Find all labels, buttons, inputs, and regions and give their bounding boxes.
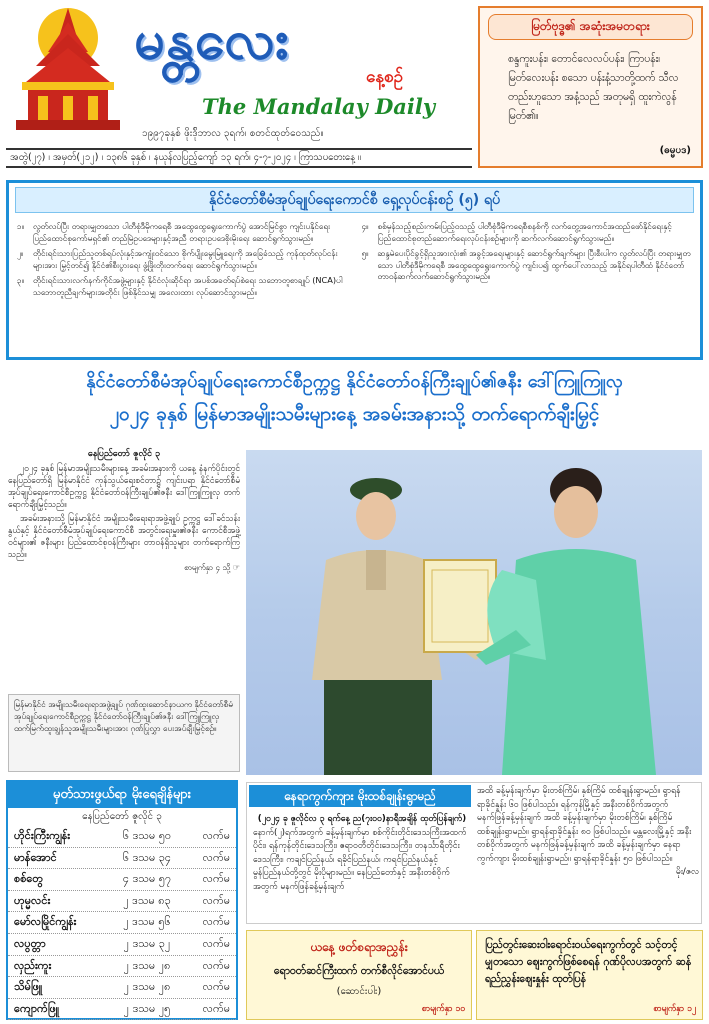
weather-signature: မိုး/ဇလ: [675, 867, 699, 877]
page-reference[interactable]: စာမျက်နှာ ၁၀: [421, 1004, 465, 1014]
buddha-teaching-title: မြတ်ဗုဒ္ဓ၏ အဆုံးအမတရား: [488, 14, 693, 40]
reading-guide-teaser[interactable]: [246, 930, 472, 1020]
table-row: ဟုမ္မလင်း ၂ ဒသမ ၈၃ လက်မ: [8, 891, 236, 913]
article-paragraph: အခမ်းအနားသို့ မြန်မာနိုင်ငံ အမျိုးသမီးရေးရာအဖွဲ့ချုပ် ဥက္ကဋ္ဌ ဒေါ်ခင်သန်းနွယ်နှင့် နိုင်ငံတော်စီမံအုပ်ချုပ်ရေးကောင်စီ အတွင်းရေးမှူး၏ဇနီး ကောင်စီအဖွဲ့ဝင်များ၏ ဇနီးများ ပြည်ထောင်စုဝန်ကြီးများ တာဝန်ရှိသူများ တက်ရောက်ကြသည်။: [8, 513, 240, 559]
buddha-teaching-box: [478, 6, 703, 168]
buddha-teaching-source: (ဓမ္မပဒ): [659, 145, 691, 156]
table-row: ကျောက်ဖြူ ၂ ဒသမ ၂၅ လက်မ: [8, 999, 236, 1021]
photo-caption: မြန်မာနိုင်ငံ အမျိုးသမီးရေးရာအဖွဲ့ချုပ် ဂုဏ်ထူးဆောင်နာယက နိုင်ငံတော်စီမံအုပ်ချုပ်ရေးကောင်စီဥက္ကဋ္ဌ နိုင်ငံတော်ဝန်ကြီးချုပ်၏ဇနီး ဒေါ်ကြူကြူလှ ထက်မြက်ထူးချွန်သူအမျိုးသမီးများအား ဂုဏ်ပြုလွှာ ပေးအပ်ချီးမြှင့်စဉ်။: [8, 694, 240, 772]
policy-item: ၄။ စစ်မှန်သည့်စည်းကမ်းပြည့်ဝသည့် ပါတီစုံဒီမိုကရေစီစနစ်ကို လက်တွေ့အကောင်အထည်ဖော်နိုင်ရေးနှင့် ပြည်ထောင်စုတည်ဆောက်ရေးလုပ်ငန်းစဉ်များကို ဆက်လက်ဆောင်ရွက်သွားမည်။: [361, 221, 672, 243]
article-paragraph: ၂၀၂၄ ခုနှစ် မြန်မာအမျိုးသမီးများနေ့ အခမ်းအနားကို ယနေ့ နံနက်ပိုင်းတွင် နေပြည်တော်ရှိ မြန်မာနိုင်ငံ ကုန်သွယ်ရေးစင်တာ၌ ကျင်းပရာ နိုင်ငံတော်စီမံအုပ်ချုပ်ရေးကောင်စီဥက္ကဋ္ဌ နိုင်ငံတော်ဝန်ကြီးချုပ်၏ဇနီး ဒေါ်ကြူကြူလှ တက်ရောက်ချီးမြှင့်သည်။: [8, 463, 240, 509]
rainfall-table-title: မှတ်သားဖွယ်ရာ မိုးရေချိန်များ: [8, 782, 236, 808]
weather-column-2: [477, 785, 699, 880]
rainfall-table-date: နေပြည်တော် ဇူလိုင် ၃: [82, 811, 162, 822]
weather-column-1: [253, 813, 471, 894]
reading-guide-type: (ဆောင်းပါး): [336, 986, 382, 997]
table-row: မော်လမြိုင်ကျွန်း ၂ ဒသမ ၅၆ လက်မ: [8, 912, 236, 934]
ceremony-photo-illustration-icon: [246, 450, 702, 775]
pagoda-logo-icon: [8, 4, 128, 134]
main-headline: [6, 366, 703, 436]
masthead-subtitle: နေ့စဉ်: [366, 67, 404, 87]
table-row: မာန်အောင် ၆ ဒသမ ၃၄ လက်မ: [8, 848, 236, 870]
weather-text-2: အထိ ခန့်မှန်းချက်မှာ မိုးတစ်ကြိမ်၊ နှစ်ကြိမ် ထစ်ချုန်းရွာမည်။ ရွာရန်ရာခိုင်နှုန်း ၆၀ ဖြစ်ပါသည်။ ရန်ကုန်မြို့နှင့် အနီးတစ်ဝိုက်အတွက် မနက်ဖြန်ခန့်မှန်းချက် အထိ ခန့်မှန်းချက်မှာ မိုးတစ်ကြိမ်၊ နှစ်ကြိမ် ထစ်ချုန်းရွာမည်။ ရွာရန်ရာခိုင်နှုန်း ၈၀ ဖြစ်ပါသည်။ မန္တလေးမြို့နှင့် အနီးတစ်ဝိုက်အတွက် မနက်ဖြန်ခန့်မှန်းချက် အထိ ခန့်မှန်းချက်မှာ နေရာကွက်ကျား မိုးထစ်ချုန်းရွာမည်။ ရွာရန်ရာခိုင်နှုန်း ၅၀ ဖြစ်ပါသည်။: [477, 786, 692, 864]
continued-link[interactable]: စာမျက်နှာ ၄ သို့ ☞: [184, 563, 240, 572]
buddha-teaching-text: စန္ဒကူးပန်း၊ တောင်လေလပ်ပန်း၊ ကြာပန်း၊ မြတ်လေးပန်း စသော ပန်းနံ့သာတို့ထက် သီလတည်းဟူသော အနံ့သည် အတုမရှိ ထူးကဲလွန်မြတ်၏။: [508, 53, 679, 122]
table-row: သိမ်ဖြူ ၂ ဒသမ ၂၈ လက်မ: [8, 977, 236, 999]
article-dateline: နေပြည်တော် ဇူလိုင် ၃: [87, 449, 161, 459]
policy-item: ၂။ တိုင်းရင်းသားပြည်သူတစ်ရပ်လုံးနှင့်အကျုံးဝင်သော စိုက်ပျိုးမွေးမြူရေးကို အခြေခံသည့် ကုန်ထုတ်လုပ်ငန်းများအား မြှင့်တင်၍ နိုင်ငံ၏စီးပွားရေး ဖွံ့ဖြိုးတိုးတက်ရေး ဆောင်ရွက်သွားမည်။: [17, 248, 338, 270]
rainfall-table: [6, 780, 238, 1020]
policy-left-column: [17, 221, 348, 302]
founded-line: ၁၉၉၇ခုနှစ် ဖိုးဒ်ိုဘာလ ၃ရက်၊ စတင်ထုတ်ဝေသည်။: [142, 128, 324, 139]
medicine-price-teaser[interactable]: [476, 930, 703, 1020]
headline-line-1: နိုင်ငံတော်စီမံအုပ်ချုပ်ရေးကောင်စီဥက္ကဋ္ဌ နိုင်ငံတော်ဝန်ကြီးချုပ်၏ဇနီး ဒေါ်ကြူကြူလှ: [86, 371, 623, 392]
weather-forecast: [246, 782, 702, 924]
page-reference[interactable]: စာမျက်နှာ ၁၂: [653, 1004, 696, 1014]
policy-item: ၅။ ဆန္ဒမဲပေးပိုင်ခွင့်ရှိသူအားလုံး၏ အခွင့်အရေးများနှင့် ဆောင်ရွက်ချက်များ ပြီးစီးပါက လွတ်လပ်ပြီး တရားမျှတသော ပါတီစုံဒီမိုကရေစီ အထွေထွေရွေးကောက်ပွဲ ကျင်းပ၍ ထွက်ပေါ်လာသည့် အနိုင်ရပါတီထံ နိုင်ငံတော်တာဝန်ဆက်လက်ဆောင်ရွက်သွားမည်။: [361, 248, 691, 281]
policy-title: နိုင်ငံတော်စီမံအုပ်ချုပ်ရေးကောင်စီ ရှေ့လုပ်ငန်းစဉ် (၅) ရပ်: [15, 187, 694, 213]
issue-info-bar: အတွဲ(၂၇) ၊ အမှတ်(၂၁၂) ၊ ၁၃၈၆ ခုနှစ် ၊ နယုန်လပြည့်ကျော် ၁၃ ရက်၊ ၄-၇-၂၀၂၄ ၊ ကြာသပတေးနေ့ ။: [6, 148, 472, 168]
masthead: [6, 4, 472, 172]
reading-guide-headline: ရောဝတ်ဆင်ကြီးထက် တက်စီလိုင်အောင်ပယ်: [273, 965, 445, 977]
policy-box: [6, 180, 703, 360]
headline-line-2: ၂၀၂၄ ခုနှစ် မြန်မာအမျိုးသမီးများနေ့ အခမ်းအနားသို့ တက်ရောက်ချီးမြှင့်: [109, 403, 600, 425]
main-article: [8, 448, 240, 668]
table-row: ဟိုင်းကြီးကျွန်း ၆ ဒသမ ၅၀ လက်မ: [8, 826, 236, 848]
ceremony-photo: [246, 450, 702, 775]
policy-item: ၃။ တိုင်းရင်းသားလက်နက်ကိုင်အဖွဲ့များနှင့် နိုင်ငံလုံးဆိုင်ရာ အပစ်အခတ်ရပ်စဲရေး သဘောတူစာချုပ် (NCA)ပါ သဘောတူညီချက်များအတိုင်း ဖြစ်နိုင်သမျှ အလေးထား လုပ်ဆောင်သွားမည်။: [17, 275, 343, 297]
weather-title: နေရာကွက်ကျား မိုးထစ်ချုန်းရွာမည်: [249, 785, 471, 807]
weather-date: (၂၀၂၄ ခု ဇူလိုင်လ ၃ ရက်နေ့ ည(၇း၀၀)နာရီအချိန် ထုတ်ပြန်ချက်): [257, 814, 467, 824]
table-row: စစ်တွေ ၄ ဒသမ ၅၇ လက်မ: [8, 869, 236, 891]
masthead-title: မန္တလေး: [134, 7, 290, 71]
table-row: လပွတ္တာ ၂ ဒသမ ၃၂ လက်မ: [8, 934, 236, 956]
weather-text-1: နောက်(၂)ရက်အတွက် ခန့်မှန်းချက်မှာ စစ်ကိုင်းတိုင်းဒေသကြီးအထက်ပိုင်း၊ ရန်ကုန်တိုင်းဒေသကြီး၊ ဧရာဝတီတိုင်းဒေသကြီး၊ တနင်္သာရီတိုင်းဒေသကြီး၊ ကချင်ပြည်နယ်၊ ရခိုင်ပြည်နယ်၊ ကရင်ပြည်နယ်နှင့် မွန်ပြည်နယ်တို့တွင် မိုးပိုများမည်။ နေပြည်တော်နှင့် အနီးတစ်ဝိုက်အတွက် မနက်ဖြန်ခန့်မှန်းချက်: [253, 827, 467, 892]
reading-guide-title: ယနေ့ ဖတ်စရာအညွှန်း: [310, 940, 408, 954]
policy-item: ၁။ လွတ်လပ်ပြီး တရားမျှတသော ပါတီစုံဒီမိုကရေစီ အထွေထွေရွေးကောက်ပွဲ အောင်မြင်စွာ ကျင်းပနိုင်ရေး ပြည်ထောင်စုကော်မရှင်၏ တည်မြဲဥပဒေများနှင့်အညီ တရားဥပဒေစိုးမိုးရေး ဆောင်ရွက်သွားမည်။: [17, 221, 331, 243]
table-row: လှည်းကူး ၂ ဒသမ ၂၈ လက်မ: [8, 956, 236, 978]
masthead-english-title: The Mandalay Daily: [202, 94, 436, 119]
policy-right-column: [362, 221, 693, 302]
medicine-price-headline: ပြည်တွင်းဆေးဝါးရောင်းဝယ်ရေးကွက်တွင် သင့်တင့်မျှတသော ဈေးကွက်ဖြစ်စေရန် ဂုဏ်ပိုလပအတွက် ဆန်ရည်ညွှန်းဈေးနှုန်း ထုတ်ပြန်: [485, 939, 692, 985]
